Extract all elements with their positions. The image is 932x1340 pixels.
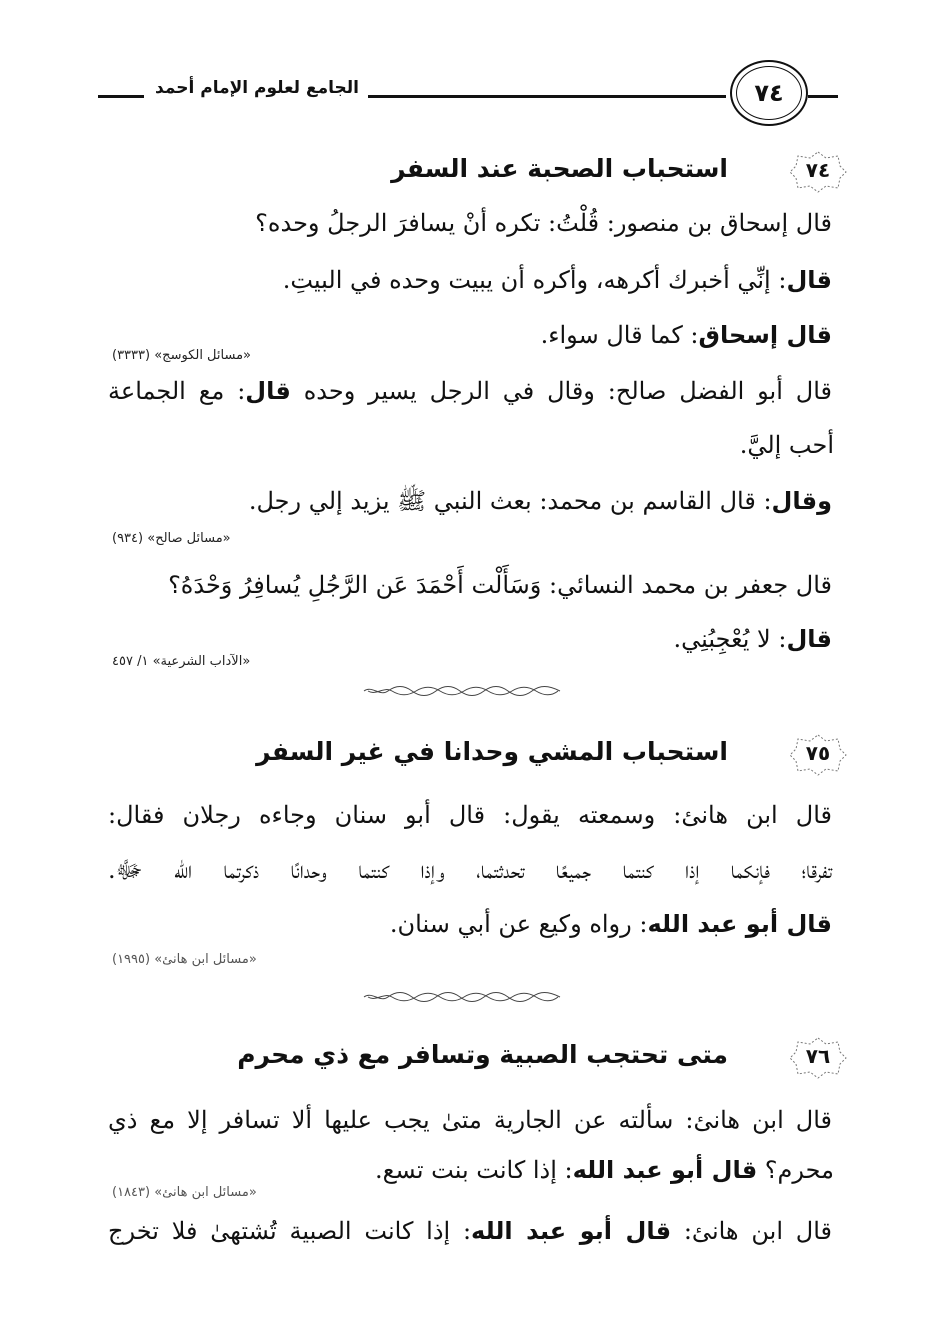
chapter-title: متى تحتجب الصبية وتسافر مع ذي محرم [237,1040,728,1069]
line-text: : رواه وكيع عن أبي سنان. [389,910,648,938]
chapter-heading [220,733,848,781]
speaker-label: قال أبو عبد الله [471,1217,672,1245]
chapter-heading [220,150,848,198]
text-line [541,318,832,352]
line-text: قال إسحاق بن منصور: قُلْتُ: تكره أنْ يسافرَ الرجلُ وحده؟ [255,209,832,237]
text-line [390,907,832,941]
line-text: : إذا كانت بنت تسع. [375,1156,573,1184]
text-line [168,568,832,602]
speaker-label: قال [786,625,832,653]
line-text: قال ابن هانئ: سألته عن الجارية متىٰ يجب عليها ألا تسافر إلا مع ذي [108,1106,832,1134]
speaker-label: قال أبو عبد الله [647,910,832,938]
chapter-number-badge [788,1036,848,1080]
header-rule-right [808,95,838,98]
line-text: : كما قال سواء. [540,321,699,349]
source-citation: «مسائل الكوسج» (٣٣٣٣) [112,348,251,363]
source-citation: «مسائل ابن هانئ» (١٩٩٥) [112,952,257,967]
text-line [249,484,832,518]
text-line [283,263,832,297]
source-citation: «الآداب الشرعية» ١/ ٤٥٧ [112,654,251,669]
speaker-label: قال [786,266,832,294]
chapter-title: استحباب الصحبة عند السفر [391,154,728,183]
line-text: : قال القاسم بن محمد: بعث النبي ﷺ يزيد إلي رجل. [248,487,772,515]
page-number: ٧٤ [730,60,808,126]
chapter-title: استحباب المشي وحدانا في غير السفر [256,737,728,766]
text-line [740,428,834,462]
line-text: : لا يُعْجِبُنِي. [673,625,787,653]
text-line [375,1153,834,1187]
chapter-number: ٧٦ [805,1044,831,1068]
chapter-number: ٧٤ [805,158,831,182]
text-line [674,622,832,656]
chapter-number-badge [788,733,848,777]
line-text: أحب إليَّ. [739,431,834,459]
speaker-label: قال إسحاق [698,321,832,349]
line-text: قال ابن هانئ: [671,1217,832,1245]
line-text: قال جعفر بن محمد النسائي: وَسَأَلْت أَحْمَدَ عَن الرَّجُلِ يُسافِرُ وَحْدَهُ؟ [168,571,832,599]
text-line [108,798,832,832]
text-line [108,853,832,887]
chapter-heading [220,1036,848,1084]
text-line [255,206,832,240]
section-divider-ornament-icon [362,684,562,698]
header-rule-middle [368,95,726,98]
source-citation: «مسائل ابن هانئ» (١٨٤٣) [112,1185,257,1200]
line-text: : إنِّي أخبرك أكرهه، وأكره أن يبيت وحده في البيتِ. [282,266,787,294]
header-rule-left [98,95,144,98]
text-line [108,1103,832,1137]
source-citation: «مسائل صالح» (٩٣٤) [112,531,231,546]
speaker-label: قال أبو عبد الله [572,1156,758,1184]
chapter-number: ٧٥ [805,741,831,765]
book-title: الجامع لعلوم الإمام أحمد [155,78,359,98]
line-text: : مع الجماعة [108,377,246,405]
chapter-number-badge [788,150,848,194]
speaker-label: قال [245,377,291,405]
text-line [108,374,832,408]
speaker-label: وقال [771,487,832,515]
line-text: : إذا كانت الصبية تُشتهىٰ فلا تخرج [108,1217,472,1245]
text-line [108,1214,832,1248]
line-text: تفرقا؛ فإنكما إذا كنتما جميعًا تحدثتما، وإذا كنتما وحدانًا ذكرتما الله ﷻ. [108,856,833,884]
line-text: محرم؟ [757,1156,834,1184]
section-divider-ornament-icon [362,990,562,1004]
line-text: قال أبو الفضل صالح: وقال في الرجل يسير وحده [290,377,832,405]
line-text: قال ابن هانئ: وسمعته يقول: قال أبو سنان وجاءه رجلان فقال: [108,801,832,829]
